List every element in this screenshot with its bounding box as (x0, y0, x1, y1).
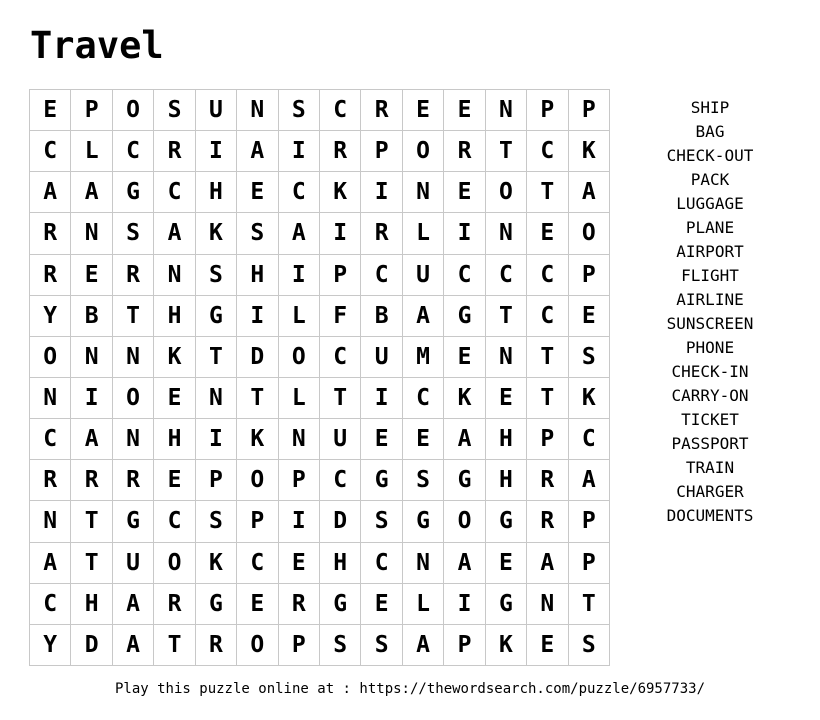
grid-cell: T (486, 131, 527, 172)
grid-cell: M (403, 337, 444, 378)
grid-cell: E (237, 172, 278, 213)
word-list-item: DOCUMENTS (666, 506, 754, 525)
grid-cell: P (279, 460, 320, 501)
word-list-item: SHIP (690, 98, 730, 117)
grid-cell: C (30, 131, 71, 172)
grid-cell: N (30, 501, 71, 542)
grid-cell: S (569, 337, 610, 378)
grid-cell: H (237, 255, 278, 296)
grid-cell: P (527, 419, 568, 460)
grid-cell: N (196, 378, 237, 419)
grid-cell: A (569, 172, 610, 213)
grid-cell: R (527, 460, 568, 501)
grid-cell: R (30, 460, 71, 501)
grid-cell: G (113, 501, 154, 542)
grid-cell: T (154, 625, 195, 666)
grid-cell: G (403, 501, 444, 542)
grid-cell: A (403, 625, 444, 666)
grid-cell: E (444, 172, 485, 213)
grid-cell: N (113, 419, 154, 460)
grid-cell: N (71, 337, 112, 378)
word-list-item: BAG (695, 122, 725, 141)
word-list-item: PACK (690, 170, 730, 189)
grid-cell: T (527, 172, 568, 213)
grid-cell: P (569, 255, 610, 296)
grid-cell: K (569, 378, 610, 419)
grid-cell: T (196, 337, 237, 378)
grid-cell: G (361, 460, 402, 501)
grid-cell: C (444, 255, 485, 296)
word-list-item: CHECK-OUT (666, 146, 754, 165)
grid-cell: T (527, 378, 568, 419)
grid-cell: A (30, 172, 71, 213)
grid-cell: N (30, 378, 71, 419)
word-list-item: CHECK-IN (671, 362, 749, 381)
grid-cell: N (486, 337, 527, 378)
grid-cell: P (527, 90, 568, 131)
grid-cell: T (71, 501, 112, 542)
grid-cell: S (237, 213, 278, 254)
grid-cell: O (154, 543, 195, 584)
grid-cell: S (196, 501, 237, 542)
grid-cell: G (196, 584, 237, 625)
grid-cell: A (113, 584, 154, 625)
grid-cell: C (569, 419, 610, 460)
grid-cell: A (113, 625, 154, 666)
grid-cell: T (527, 337, 568, 378)
grid-cell: S (154, 90, 195, 131)
grid-cell: E (361, 419, 402, 460)
grid-cell: I (444, 213, 485, 254)
grid-cell: D (237, 337, 278, 378)
grid-cell: K (486, 625, 527, 666)
grid-cell: I (279, 255, 320, 296)
grid-cell: O (569, 213, 610, 254)
grid-cell: G (444, 460, 485, 501)
grid-cell: P (237, 501, 278, 542)
grid-cell: H (154, 296, 195, 337)
grid-cell: H (196, 172, 237, 213)
grid-cell: N (403, 172, 444, 213)
grid-cell: O (113, 378, 154, 419)
grid-cell: S (361, 625, 402, 666)
grid-cell: R (113, 460, 154, 501)
grid-cell: I (361, 172, 402, 213)
grid-cell: E (403, 419, 444, 460)
grid-cell: K (237, 419, 278, 460)
grid-cell: E (361, 584, 402, 625)
grid-cell: E (154, 378, 195, 419)
grid-cell: A (403, 296, 444, 337)
grid-cell: H (486, 460, 527, 501)
grid-cell: S (279, 90, 320, 131)
grid-cell: B (361, 296, 402, 337)
grid-cell: U (196, 90, 237, 131)
word-list-item: AIRLINE (676, 290, 744, 309)
grid-cell: C (154, 501, 195, 542)
grid-cell: O (237, 460, 278, 501)
word-list-item: FLIGHT (681, 266, 739, 285)
grid-cell: I (279, 131, 320, 172)
grid-cell: G (113, 172, 154, 213)
grid-cell: E (237, 584, 278, 625)
grid-cell: G (486, 501, 527, 542)
grid-cell: C (320, 337, 361, 378)
grid-cell: I (444, 584, 485, 625)
grid-cell: P (569, 90, 610, 131)
grid-cell: R (113, 255, 154, 296)
grid-cell: T (237, 378, 278, 419)
grid-cell: R (320, 131, 361, 172)
grid-cell: I (361, 378, 402, 419)
grid-cell: A (237, 131, 278, 172)
grid-cell: A (279, 213, 320, 254)
grid-cell: T (569, 584, 610, 625)
grid-cell: C (486, 255, 527, 296)
grid-cell: C (403, 378, 444, 419)
grid-cell: E (569, 296, 610, 337)
grid-cell: E (403, 90, 444, 131)
grid-cell: L (403, 213, 444, 254)
grid-cell: C (527, 255, 568, 296)
footer-link-text: Play this puzzle online at : https://thewordsearch.com/puzzle/6957733/ (114, 681, 705, 697)
grid-cell: P (320, 255, 361, 296)
grid-cell: D (71, 625, 112, 666)
grid-cell: P (444, 625, 485, 666)
grid-cell: K (196, 543, 237, 584)
grid-cell: R (527, 501, 568, 542)
grid-cell: Y (30, 296, 71, 337)
grid-cell: S (196, 255, 237, 296)
grid-cell: S (569, 625, 610, 666)
grid-cell: C (30, 419, 71, 460)
grid-cell: R (154, 131, 195, 172)
grid-cell: E (527, 213, 568, 254)
grid-cell: R (444, 131, 485, 172)
grid-cell: N (237, 90, 278, 131)
grid-cell: A (71, 419, 112, 460)
grid-cell: H (320, 543, 361, 584)
grid-cell: P (279, 625, 320, 666)
grid-cell: C (279, 172, 320, 213)
word-list-item: PLANE (685, 218, 735, 237)
grid-cell: H (71, 584, 112, 625)
word-list-item: SUNSCREEN (666, 314, 754, 333)
grid-cell: O (279, 337, 320, 378)
grid-cell: I (237, 296, 278, 337)
grid-cell: E (279, 543, 320, 584)
grid-cell: I (279, 501, 320, 542)
grid-cell: G (444, 296, 485, 337)
grid-cell: N (113, 337, 154, 378)
grid-cell: T (320, 378, 361, 419)
grid-cell: H (486, 419, 527, 460)
grid-cell: N (279, 419, 320, 460)
grid-cell: G (196, 296, 237, 337)
grid-cell: B (71, 296, 112, 337)
grid-cell: C (154, 172, 195, 213)
grid-cell: U (403, 255, 444, 296)
grid-cell: A (569, 460, 610, 501)
grid-cell: L (71, 131, 112, 172)
word-list-item: CARRY-ON (671, 386, 749, 405)
grid-cell: C (361, 255, 402, 296)
grid-cell: I (320, 213, 361, 254)
grid-cell: S (320, 625, 361, 666)
grid-cell: P (569, 543, 610, 584)
grid-cell: L (279, 296, 320, 337)
grid-cell: I (196, 419, 237, 460)
grid-cell: P (196, 460, 237, 501)
grid-cell: C (113, 131, 154, 172)
grid-cell: U (320, 419, 361, 460)
grid-cell: E (154, 460, 195, 501)
grid-cell: P (71, 90, 112, 131)
grid-cell: R (279, 584, 320, 625)
grid-cell: P (569, 501, 610, 542)
grid-cell: E (444, 337, 485, 378)
grid-cell: K (320, 172, 361, 213)
grid-cell: R (154, 584, 195, 625)
grid-cell: N (486, 90, 527, 131)
grid-cell: R (71, 460, 112, 501)
grid-cell: O (444, 501, 485, 542)
grid-cell: R (361, 90, 402, 131)
grid-cell: K (154, 337, 195, 378)
grid-cell: O (113, 90, 154, 131)
grid-cell: Y (30, 625, 71, 666)
letter-grid (29, 89, 610, 666)
grid-cell: U (361, 337, 402, 378)
grid-cell: E (486, 378, 527, 419)
grid-cell: E (527, 625, 568, 666)
grid-cell: R (30, 255, 71, 296)
grid-cell: K (569, 131, 610, 172)
grid-cell: A (527, 543, 568, 584)
word-list-item: PASSPORT (671, 434, 749, 453)
grid-cell: T (71, 543, 112, 584)
grid-cell: L (403, 584, 444, 625)
grid-cell: T (486, 296, 527, 337)
grid-cell: K (196, 213, 237, 254)
word-list-item: TICKET (681, 410, 739, 429)
grid-cell: C (320, 460, 361, 501)
grid-cell: E (486, 543, 527, 584)
grid-cell: L (279, 378, 320, 419)
grid-cell: E (30, 90, 71, 131)
grid-cell: C (527, 131, 568, 172)
grid-cell: P (361, 131, 402, 172)
grid-cell: C (361, 543, 402, 584)
grid-cell: A (30, 543, 71, 584)
grid-cell: N (486, 213, 527, 254)
grid-cell: N (71, 213, 112, 254)
grid-cell: R (361, 213, 402, 254)
grid-cell: S (361, 501, 402, 542)
grid-cell: O (403, 131, 444, 172)
grid-cell: O (486, 172, 527, 213)
word-list-item: TRAIN (685, 458, 735, 477)
grid-cell: O (237, 625, 278, 666)
grid-cell: E (71, 255, 112, 296)
grid-cell: S (403, 460, 444, 501)
grid-cell: G (486, 584, 527, 625)
grid-cell: A (444, 419, 485, 460)
grid-cell: O (30, 337, 71, 378)
grid-cell: N (527, 584, 568, 625)
grid-cell: N (403, 543, 444, 584)
grid-cell: D (320, 501, 361, 542)
grid-cell: R (196, 625, 237, 666)
grid-cell: S (113, 213, 154, 254)
grid-cell: G (320, 584, 361, 625)
grid-cell: A (444, 543, 485, 584)
word-list-item: CHARGER (676, 482, 744, 501)
grid-cell: I (71, 378, 112, 419)
word-list-item: AIRPORT (676, 242, 744, 261)
grid-cell: F (320, 296, 361, 337)
grid-cell: C (320, 90, 361, 131)
puzzle-title: Travel (30, 24, 164, 67)
grid-cell: E (444, 90, 485, 131)
word-list-item: PHONE (685, 338, 735, 357)
grid-cell: C (527, 296, 568, 337)
grid-cell: A (154, 213, 195, 254)
grid-cell: R (30, 213, 71, 254)
grid-cell: I (196, 131, 237, 172)
grid-cell: C (30, 584, 71, 625)
grid-cell: N (154, 255, 195, 296)
grid-cell: U (113, 543, 154, 584)
grid-cell: T (113, 296, 154, 337)
word-list (640, 96, 780, 528)
grid-cell: H (154, 419, 195, 460)
grid-cell: K (444, 378, 485, 419)
grid-cell: A (71, 172, 112, 213)
word-list-item: LUGGAGE (676, 194, 744, 213)
grid-cell: C (237, 543, 278, 584)
